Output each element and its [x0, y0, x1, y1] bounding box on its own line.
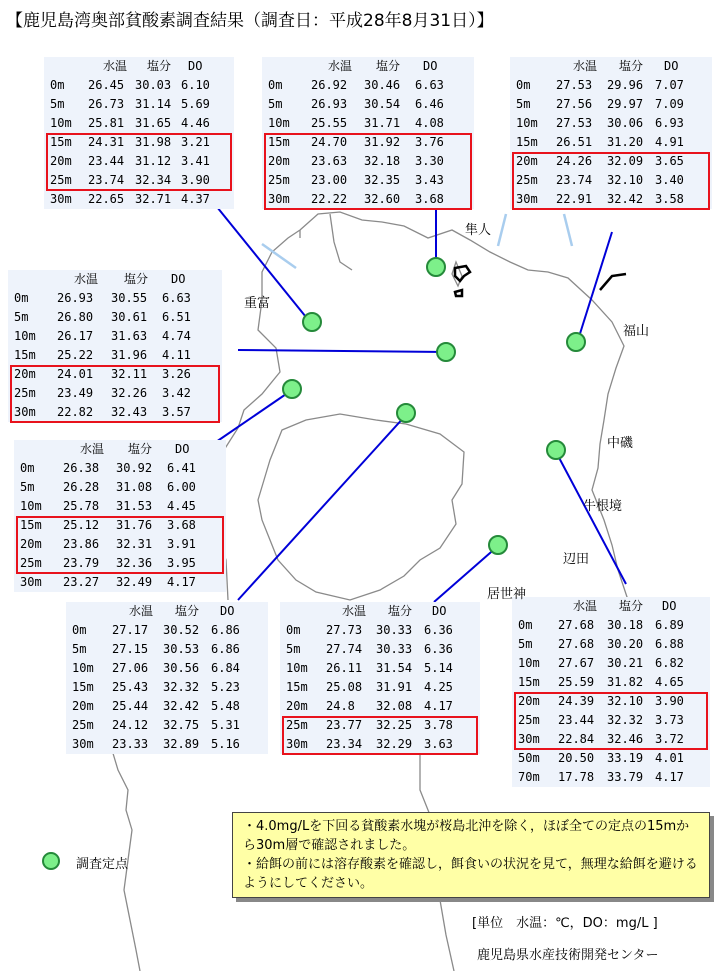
- value-cell: 32.49: [116, 575, 153, 589]
- header-cell: 塩分: [619, 599, 644, 613]
- value-cell: 6.84: [211, 661, 240, 675]
- place-henda: 辺田: [563, 552, 590, 567]
- depth-cell: 30m: [20, 575, 42, 589]
- leader-lines: [216, 207, 626, 602]
- header-cell: 塩分: [124, 272, 149, 286]
- header-cell: DO: [662, 599, 677, 613]
- value-cell: 3.95: [167, 556, 196, 570]
- value-cell: 23.79: [63, 556, 100, 570]
- value-cell: 32.42: [607, 192, 644, 206]
- value-cell: 25.22: [57, 348, 94, 362]
- value-cell: 26.38: [63, 461, 100, 475]
- value-cell: 3.90: [655, 694, 684, 708]
- value-cell: 30.54: [364, 97, 401, 111]
- value-cell: 3.42: [162, 386, 191, 400]
- value-cell: 32.29: [376, 737, 413, 751]
- value-cell: 3.90: [181, 173, 210, 187]
- value-cell: 23.63: [311, 154, 348, 168]
- value-cell: 24.31: [88, 135, 125, 149]
- station-6: [397, 404, 415, 422]
- value-cell: 26.11: [326, 661, 363, 675]
- value-cell: 6.46: [415, 97, 444, 111]
- header-cell: 塩分: [619, 59, 644, 73]
- depth-cell: 25m: [14, 386, 36, 400]
- value-cell: 3.43: [415, 173, 444, 187]
- value-cell: 24.01: [57, 367, 94, 381]
- header-cell: 水温: [328, 59, 353, 73]
- value-cell: 6.36: [424, 623, 453, 637]
- depth-cell: 5m: [72, 642, 87, 656]
- depth-cell: 0m: [20, 461, 35, 475]
- value-cell: 3.68: [167, 518, 196, 532]
- value-cell: 6.51: [162, 310, 191, 324]
- value-cell: 4.45: [167, 499, 196, 513]
- depth-cell: 15m: [518, 675, 540, 689]
- value-cell: 30.33: [376, 623, 413, 637]
- value-cell: 4.65: [655, 675, 684, 689]
- value-cell: 32.09: [607, 154, 644, 168]
- value-cell: 32.42: [163, 699, 200, 713]
- value-cell: 30.18: [607, 618, 644, 632]
- value-cell: 4.17: [424, 699, 453, 713]
- value-cell: 3.63: [424, 737, 453, 751]
- note-item: ・給餌の前には溶存酸素を確認し，餌食いの状況を見て，無理な給餌を避けるようにしてください。: [243, 857, 698, 891]
- value-cell: 32.75: [163, 718, 200, 732]
- value-cell: 33.79: [607, 770, 644, 784]
- depth-cell: 5m: [20, 480, 35, 494]
- value-cell: 24.8: [326, 699, 355, 713]
- value-cell: 32.11: [111, 367, 148, 381]
- value-cell: 27.17: [112, 623, 149, 637]
- header-cell: 水温: [573, 599, 598, 613]
- value-cell: 33.19: [607, 751, 644, 765]
- depth-cell: 10m: [20, 499, 42, 513]
- value-cell: 25.44: [112, 699, 149, 713]
- depth-cell: 25m: [50, 173, 72, 187]
- value-cell: 30.20: [607, 637, 644, 651]
- place-ushinezakai: 牛根境: [583, 499, 623, 514]
- depth-cell: 30m: [72, 737, 94, 751]
- value-cell: 27.56: [556, 97, 593, 111]
- value-cell: 31.98: [135, 135, 172, 149]
- value-cell: 3.26: [162, 367, 191, 381]
- value-cell: 23.44: [558, 713, 595, 727]
- value-cell: 6.41: [167, 461, 196, 475]
- value-cell: 30.55: [111, 291, 148, 305]
- depth-cell: 25m: [20, 556, 42, 570]
- value-cell: 30.06: [607, 116, 644, 130]
- station-4: [437, 343, 455, 361]
- low-oxygen-highlight: [282, 716, 478, 755]
- value-cell: 23.34: [326, 737, 363, 751]
- depth-cell: 10m: [516, 116, 538, 130]
- value-cell: 3.21: [181, 135, 210, 149]
- depth-cell: 30m: [516, 192, 538, 206]
- value-cell: 32.35: [364, 173, 401, 187]
- header-cell: 塩分: [376, 59, 401, 73]
- value-cell: 27.06: [112, 661, 149, 675]
- station-table-6: [66, 602, 268, 754]
- value-cell: 32.34: [135, 173, 172, 187]
- value-cell: 4.91: [655, 135, 684, 149]
- depth-cell: 0m: [518, 618, 533, 632]
- depth-cell: 0m: [516, 78, 531, 92]
- value-cell: 32.10: [607, 173, 644, 187]
- depth-cell: 30m: [286, 737, 308, 751]
- value-cell: 25.59: [558, 675, 595, 689]
- value-cell: 22.65: [88, 192, 125, 206]
- depth-cell: 20m: [516, 154, 538, 168]
- value-cell: 30.21: [607, 656, 644, 670]
- value-cell: 23.77: [326, 718, 363, 732]
- value-cell: 3.78: [424, 718, 453, 732]
- value-cell: 25.08: [326, 680, 363, 694]
- depth-cell: 20m: [50, 154, 72, 168]
- depth-cell: 15m: [50, 135, 72, 149]
- value-cell: 27.74: [326, 642, 363, 656]
- station-table-7: [280, 602, 480, 754]
- value-cell: 3.76: [415, 135, 444, 149]
- value-cell: 31.63: [111, 329, 148, 343]
- value-cell: 32.71: [135, 192, 172, 206]
- note-item: ・4.0mg/Lを下回る貧酸素水塊が桜島北沖を除く，ほぼ全ての定点の15mから30m層で確認されました。: [243, 819, 690, 853]
- value-cell: 22.84: [558, 732, 595, 746]
- depth-cell: 0m: [50, 78, 65, 92]
- value-cell: 26.51: [556, 135, 593, 149]
- value-cell: 31.65: [135, 116, 172, 130]
- depth-cell: 15m: [14, 348, 36, 362]
- header-cell: 水温: [129, 604, 154, 618]
- value-cell: 3.73: [655, 713, 684, 727]
- low-oxygen-highlight: [10, 365, 220, 423]
- value-cell: 27.68: [558, 637, 595, 651]
- value-cell: 5.31: [211, 718, 240, 732]
- value-cell: 24.70: [311, 135, 348, 149]
- depth-cell: 70m: [518, 770, 540, 784]
- depth-cell: 10m: [50, 116, 72, 130]
- place-iseshin: 居世神: [487, 587, 527, 602]
- value-cell: 22.82: [57, 405, 94, 419]
- value-cell: 27.68: [558, 618, 595, 632]
- depth-cell: 10m: [268, 116, 290, 130]
- depth-cell: 5m: [516, 97, 531, 111]
- station-3: [567, 333, 585, 351]
- header-cell: 塩分: [388, 604, 413, 618]
- value-cell: 30.03: [135, 78, 172, 92]
- depth-cell: 10m: [286, 661, 308, 675]
- header-cell: DO: [664, 59, 679, 73]
- value-cell: 27.53: [556, 78, 593, 92]
- depth-cell: 20m: [518, 694, 540, 708]
- value-cell: 31.14: [135, 97, 172, 111]
- value-cell: 7.07: [655, 78, 684, 92]
- header-cell: 水温: [103, 59, 128, 73]
- depth-cell: 15m: [268, 135, 290, 149]
- depth-cell: 10m: [72, 661, 94, 675]
- place-fukuyama: 福山: [623, 324, 650, 339]
- value-cell: 32.18: [364, 154, 401, 168]
- depth-cell: 25m: [518, 713, 540, 727]
- header-cell: 塩分: [175, 604, 200, 618]
- low-oxygen-highlight: [514, 692, 708, 750]
- value-cell: 32.32: [163, 680, 200, 694]
- value-cell: 26.28: [63, 480, 100, 494]
- value-cell: 3.30: [415, 154, 444, 168]
- value-cell: 32.25: [376, 718, 413, 732]
- value-cell: 32.26: [111, 386, 148, 400]
- value-cell: 31.20: [607, 135, 644, 149]
- depth-cell: 30m: [518, 732, 540, 746]
- value-cell: 3.41: [181, 154, 210, 168]
- value-cell: 32.60: [364, 192, 401, 206]
- value-cell: 31.96: [111, 348, 148, 362]
- value-cell: 32.10: [607, 694, 644, 708]
- value-cell: 3.40: [655, 173, 684, 187]
- depth-cell: 0m: [268, 78, 283, 92]
- value-cell: 6.63: [415, 78, 444, 92]
- depth-cell: 15m: [516, 135, 538, 149]
- value-cell: 32.08: [376, 699, 413, 713]
- value-cell: 23.49: [57, 386, 94, 400]
- value-cell: 30.53: [163, 642, 200, 656]
- header-cell: DO: [423, 59, 438, 73]
- unit-text: [単位 水温：℃，DO：mg/L ]: [472, 916, 658, 931]
- value-cell: 30.46: [364, 78, 401, 92]
- station-table-3: [510, 57, 712, 209]
- value-cell: 23.74: [88, 173, 125, 187]
- value-cell: 3.57: [162, 405, 191, 419]
- value-cell: 31.12: [135, 154, 172, 168]
- station-table-5: [14, 440, 226, 592]
- value-cell: 32.36: [116, 556, 153, 570]
- value-cell: 31.08: [116, 480, 153, 494]
- value-cell: 3.72: [655, 732, 684, 746]
- value-cell: 31.53: [116, 499, 153, 513]
- value-cell: 6.86: [211, 623, 240, 637]
- value-cell: 17.78: [558, 770, 595, 784]
- header-cell: 塩分: [147, 59, 172, 73]
- value-cell: 5.69: [181, 97, 210, 111]
- header-cell: 塩分: [128, 442, 153, 456]
- depth-cell: 20m: [72, 699, 94, 713]
- depth-cell: 0m: [72, 623, 87, 637]
- depth-cell: 5m: [14, 310, 29, 324]
- value-cell: 31.91: [376, 680, 413, 694]
- value-cell: 6.86: [211, 642, 240, 656]
- value-cell: 3.65: [655, 154, 684, 168]
- value-cell: 26.17: [57, 329, 94, 343]
- value-cell: 4.11: [162, 348, 191, 362]
- value-cell: 23.00: [311, 173, 348, 187]
- value-cell: 5.14: [424, 661, 453, 675]
- value-cell: 32.46: [607, 732, 644, 746]
- value-cell: 29.96: [607, 78, 644, 92]
- value-cell: 23.86: [63, 537, 100, 551]
- low-oxygen-highlight: [16, 516, 224, 574]
- station-table-1: [44, 57, 234, 209]
- value-cell: 24.26: [556, 154, 593, 168]
- value-cell: 25.43: [112, 680, 149, 694]
- station-marker-icon: [42, 852, 60, 870]
- value-cell: 25.55: [311, 116, 348, 130]
- value-cell: 26.80: [57, 310, 94, 324]
- value-cell: 30.52: [163, 623, 200, 637]
- value-cell: 4.74: [162, 329, 191, 343]
- value-cell: 27.67: [558, 656, 595, 670]
- value-cell: 5.48: [211, 699, 240, 713]
- value-cell: 26.45: [88, 78, 125, 92]
- value-cell: 4.25: [424, 680, 453, 694]
- depth-cell: 15m: [20, 518, 42, 532]
- value-cell: 22.91: [556, 192, 593, 206]
- station-8: [489, 536, 507, 554]
- value-cell: 27.53: [556, 116, 593, 130]
- value-cell: 26.92: [311, 78, 348, 92]
- value-cell: 29.97: [607, 97, 644, 111]
- value-cell: 23.33: [112, 737, 149, 751]
- station-table-4: [8, 270, 222, 422]
- legend-label: 調査定点: [76, 857, 129, 872]
- page-title: 【鹿児島湾奥部貧酸素調査結果（調査日：平成28年8月31日）】: [6, 11, 494, 31]
- value-cell: 20.50: [558, 751, 595, 765]
- depth-cell: 10m: [518, 656, 540, 670]
- value-cell: 32.43: [111, 405, 148, 419]
- station-5: [283, 380, 301, 398]
- value-cell: 30.56: [163, 661, 200, 675]
- value-cell: 31.71: [364, 116, 401, 130]
- depth-cell: 10m: [14, 329, 36, 343]
- header-cell: DO: [432, 604, 447, 618]
- depth-cell: 20m: [14, 367, 36, 381]
- value-cell: 6.36: [424, 642, 453, 656]
- depth-cell: 20m: [20, 537, 42, 551]
- stations: [283, 258, 585, 554]
- station-table-8: [512, 597, 710, 787]
- low-oxygen-highlight: [512, 152, 710, 210]
- header-cell: 水温: [80, 442, 105, 456]
- value-cell: 4.17: [167, 575, 196, 589]
- depth-cell: 15m: [72, 680, 94, 694]
- value-cell: 25.12: [63, 518, 100, 532]
- value-cell: 25.78: [63, 499, 100, 513]
- value-cell: 30.61: [111, 310, 148, 324]
- value-cell: 4.01: [655, 751, 684, 765]
- organization: 鹿児島県水産技術開発センター: [477, 948, 659, 963]
- value-cell: 31.76: [116, 518, 153, 532]
- value-cell: 24.39: [558, 694, 595, 708]
- value-cell: 32.31: [116, 537, 153, 551]
- value-cell: 31.54: [376, 661, 413, 675]
- depth-cell: 30m: [14, 405, 36, 419]
- value-cell: 4.37: [181, 192, 210, 206]
- depth-cell: 15m: [286, 680, 308, 694]
- value-cell: 3.91: [167, 537, 196, 551]
- header-cell: 水温: [342, 604, 367, 618]
- value-cell: 4.46: [181, 116, 210, 130]
- value-cell: 26.93: [311, 97, 348, 111]
- value-cell: 31.92: [364, 135, 401, 149]
- value-cell: 23.27: [63, 575, 100, 589]
- depth-cell: 50m: [518, 751, 540, 765]
- value-cell: 4.17: [655, 770, 684, 784]
- depth-cell: 25m: [516, 173, 538, 187]
- note-box: [232, 812, 710, 898]
- depth-cell: 25m: [268, 173, 290, 187]
- header-cell: 水温: [573, 59, 598, 73]
- header-cell: DO: [220, 604, 235, 618]
- value-cell: 22.22: [311, 192, 348, 206]
- value-cell: 30.33: [376, 642, 413, 656]
- station-1: [427, 258, 445, 276]
- place-hayato: 隼人: [465, 223, 492, 238]
- station-table-2: [262, 57, 474, 209]
- value-cell: 23.44: [88, 154, 125, 168]
- depth-cell: 5m: [50, 97, 65, 111]
- value-cell: 3.58: [655, 192, 684, 206]
- value-cell: 25.81: [88, 116, 125, 130]
- header-cell: DO: [188, 59, 203, 73]
- value-cell: 7.09: [655, 97, 684, 111]
- value-cell: 3.68: [415, 192, 444, 206]
- value-cell: 6.93: [655, 116, 684, 130]
- value-cell: 6.82: [655, 656, 684, 670]
- depth-cell: 5m: [268, 97, 283, 111]
- value-cell: 31.82: [607, 675, 644, 689]
- value-cell: 30.92: [116, 461, 153, 475]
- station-7: [547, 441, 565, 459]
- low-oxygen-highlight: [46, 133, 232, 191]
- depth-cell: 5m: [518, 637, 533, 651]
- value-cell: 24.12: [112, 718, 149, 732]
- value-cell: 32.32: [607, 713, 644, 727]
- value-cell: 26.73: [88, 97, 125, 111]
- header-cell: DO: [171, 272, 186, 286]
- depth-cell: 25m: [72, 718, 94, 732]
- depth-cell: 5m: [286, 642, 301, 656]
- low-oxygen-highlight: [264, 133, 472, 210]
- depth-cell: 30m: [268, 192, 290, 206]
- depth-cell: 20m: [286, 699, 308, 713]
- depth-cell: 0m: [286, 623, 301, 637]
- value-cell: 27.73: [326, 623, 363, 637]
- value-cell: 27.15: [112, 642, 149, 656]
- depth-cell: 25m: [286, 718, 308, 732]
- value-cell: 26.93: [57, 291, 94, 305]
- header-cell: DO: [175, 442, 190, 456]
- value-cell: 6.00: [167, 480, 196, 494]
- value-cell: 6.89: [655, 618, 684, 632]
- value-cell: 6.88: [655, 637, 684, 651]
- value-cell: 6.63: [162, 291, 191, 305]
- value-cell: 5.23: [211, 680, 240, 694]
- place-nakaiso: 中磯: [607, 436, 634, 451]
- depth-cell: 30m: [50, 192, 72, 206]
- depth-cell: 0m: [14, 291, 29, 305]
- value-cell: 23.74: [556, 173, 593, 187]
- value-cell: 5.16: [211, 737, 240, 751]
- depth-cell: 20m: [268, 154, 290, 168]
- station-2: [303, 313, 321, 331]
- value-cell: 6.10: [181, 78, 210, 92]
- header-cell: 水温: [74, 272, 99, 286]
- value-cell: 32.89: [163, 737, 200, 751]
- place-shigetomi: 重富: [244, 296, 271, 311]
- value-cell: 4.08: [415, 116, 444, 130]
